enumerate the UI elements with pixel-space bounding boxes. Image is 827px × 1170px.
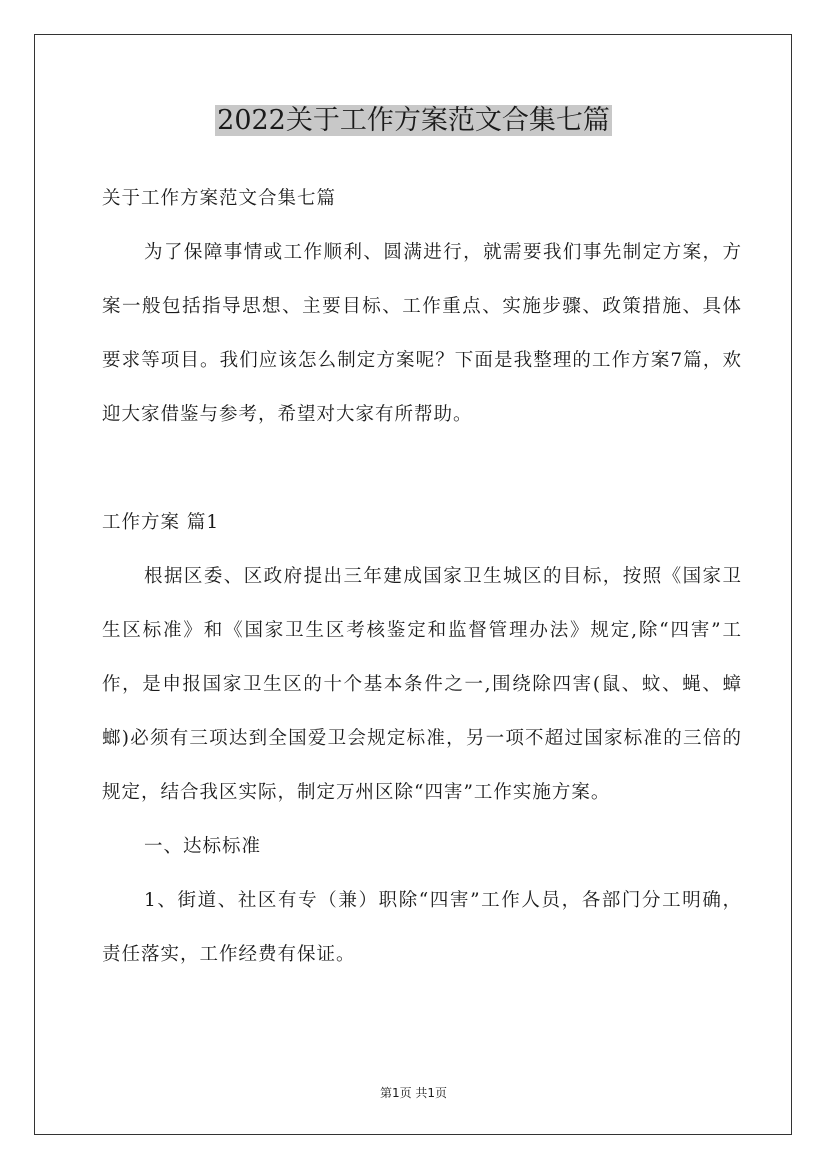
section-heading: 工作方案 篇1 bbox=[102, 512, 220, 533]
document-title-text: 2022关于工作方案范文合集七篇 bbox=[217, 105, 610, 136]
document-title bbox=[0, 101, 827, 141]
sub-heading: 一、达标标准 bbox=[144, 836, 262, 857]
list-item-1: 1、街道、社区有专（兼）职除“四害”工作人员，各部门分工明确，责任落实，工作经费有保证。 bbox=[102, 890, 742, 965]
page-footer: 第1页 共1页 bbox=[379, 1086, 448, 1100]
intro-paragraph: 为了保障事情或工作顺利、圆满进行，就需要我们事先制定方案，方案一般包括指导思想、主要目标、工作重点、实施步骤、政策措施、具体要求等项目。我们应该怎么制定方案呢？下面是我整理的工作方案7篇，欢迎大家借鉴与参考，希望对大家有所帮助。 bbox=[102, 242, 742, 425]
section-paragraph: 根据区委、区政府提出三年建成国家卫生城区的目标，按照《国家卫生区标准》和《国家卫生区考核鉴定和监督管理办法》规定,除“四害”工作，是申报国家卫生区的十个基本条件之一,围绕除四害(鼠、蚊、蝇、蟑螂)必须有三项达到全国爱卫会规定标准，另一项不超过国家标准的三倍的规定，结合我区实际，制定万州区除“四害”工作实施方案。 bbox=[102, 566, 742, 803]
document-subtitle: 关于工作方案范文合集七篇 bbox=[102, 188, 337, 209]
paragraph-spacer bbox=[102, 442, 742, 496]
document-body bbox=[102, 172, 742, 982]
